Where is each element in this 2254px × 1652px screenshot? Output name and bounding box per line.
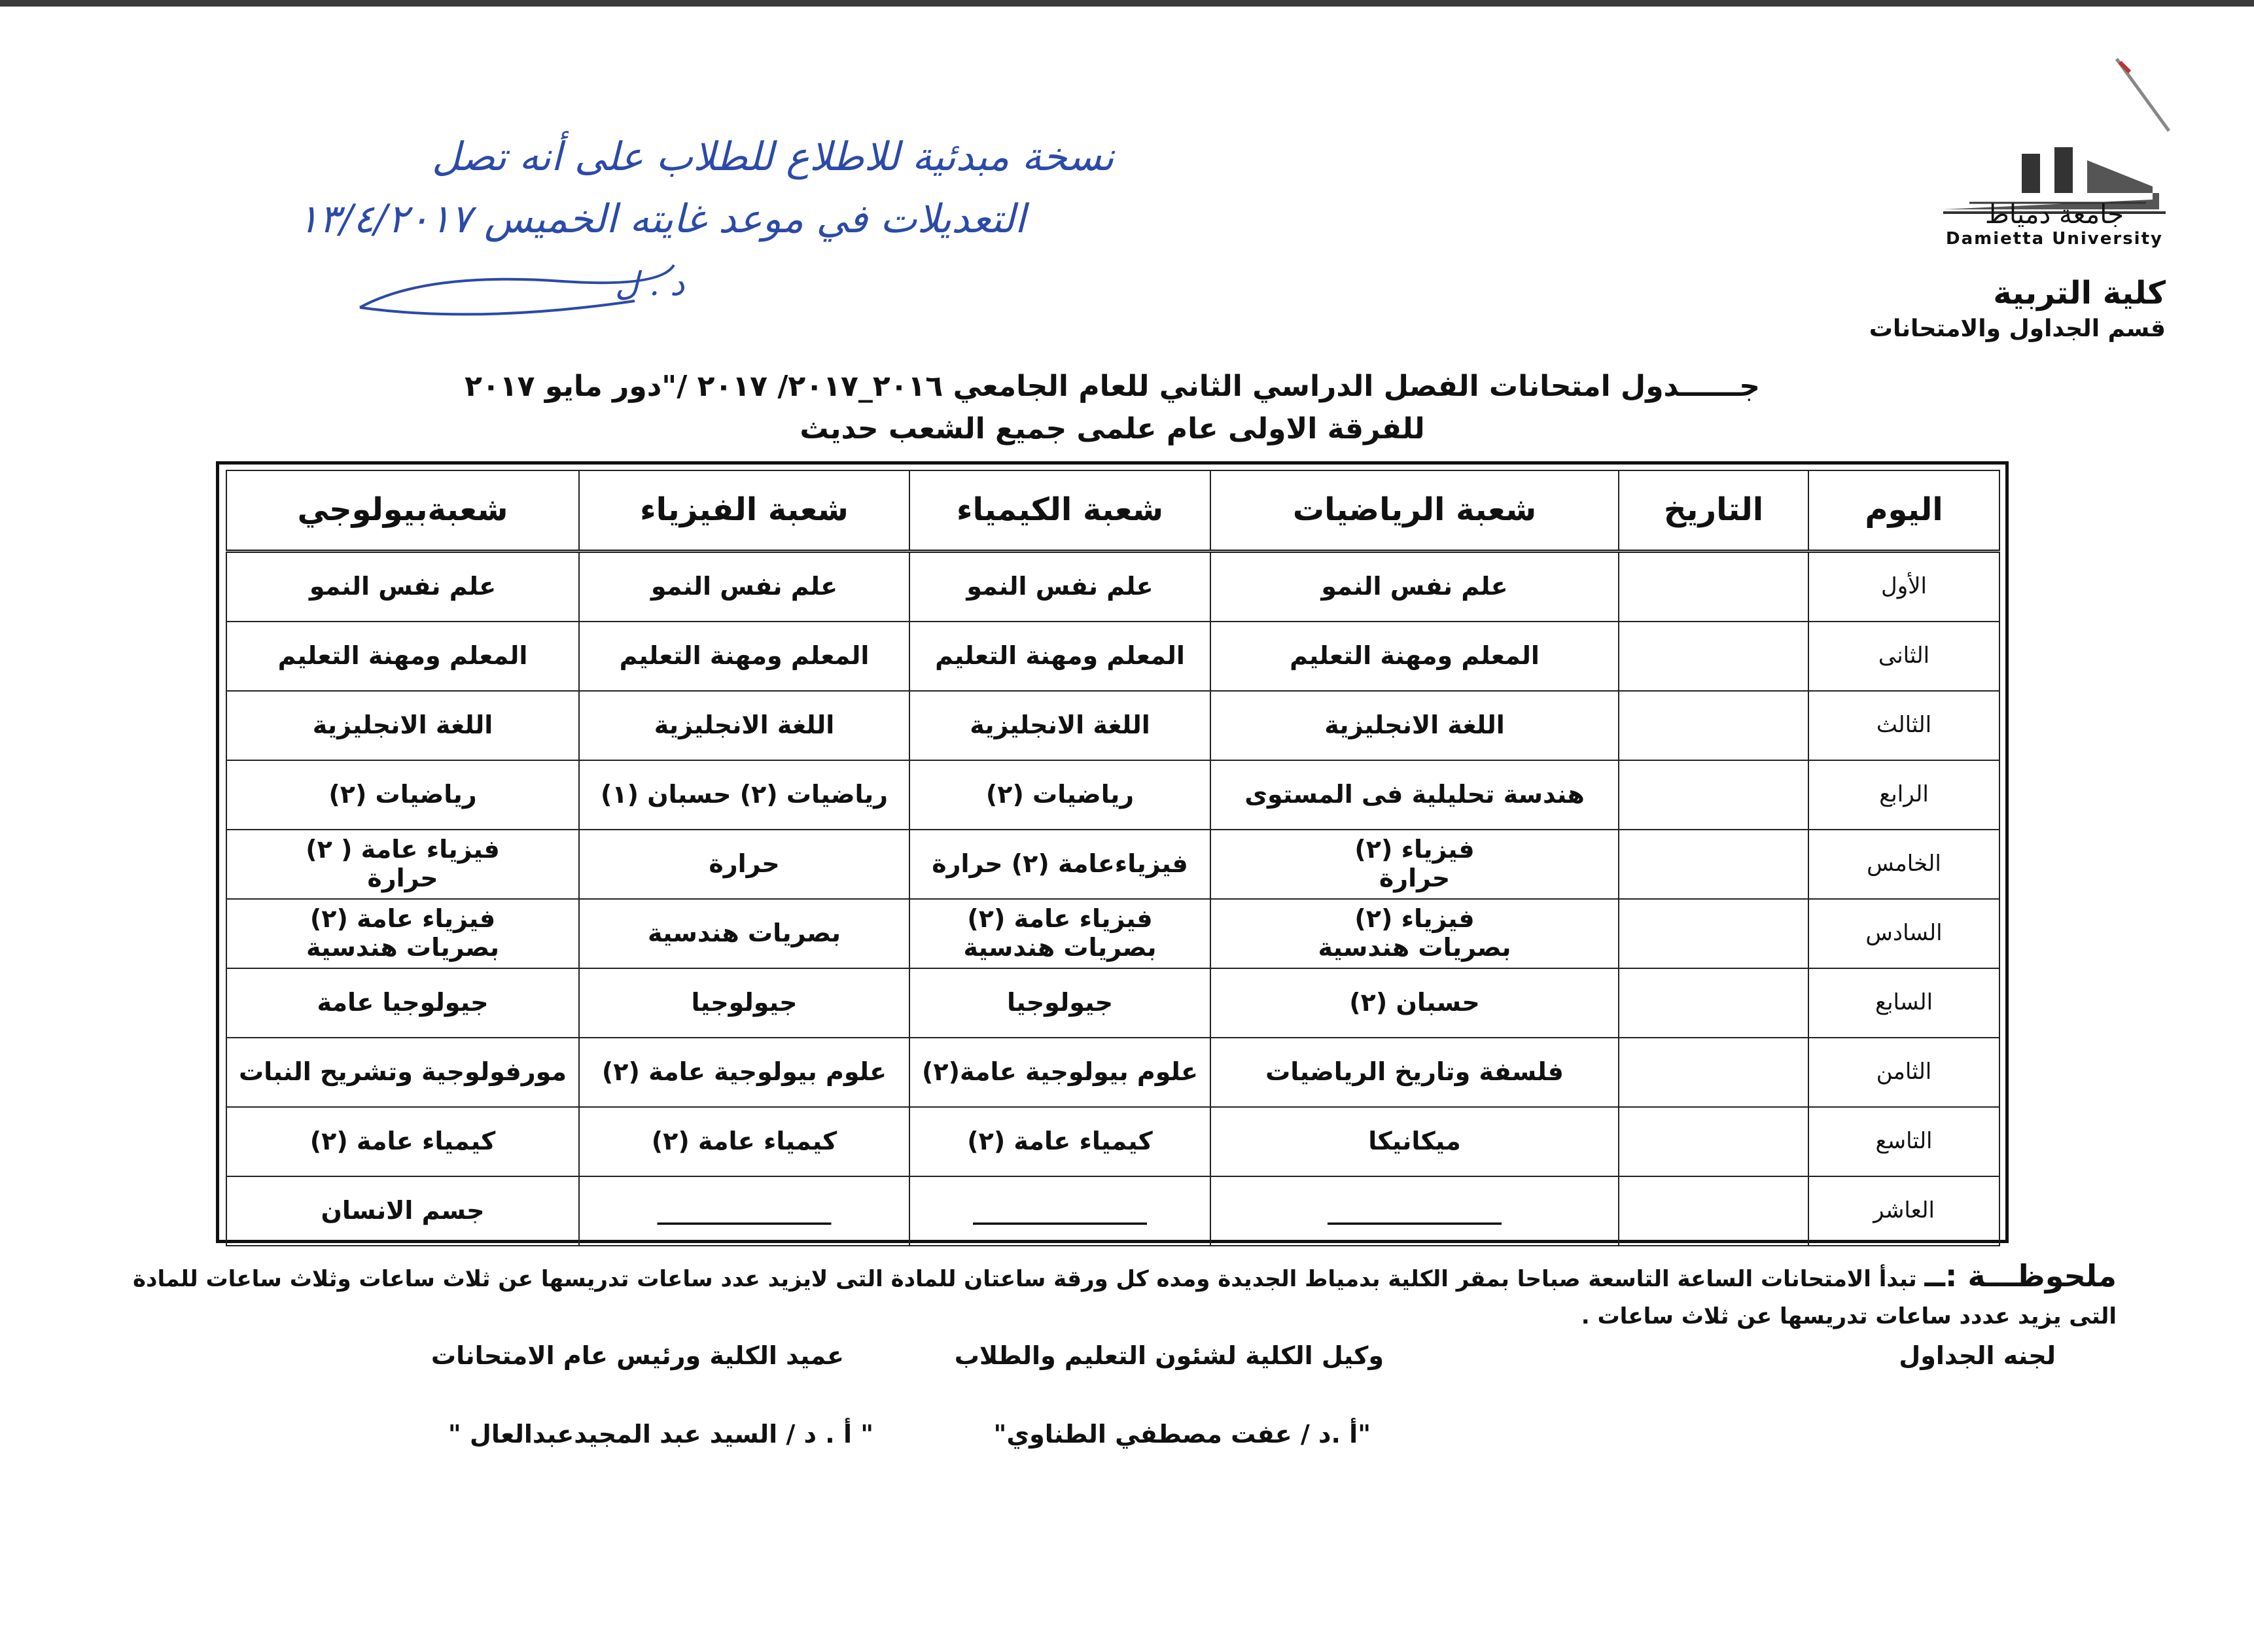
header-chemistry: شعبة الكيمياء xyxy=(909,470,1210,552)
cell-bio: المعلم ومهنة التعليم xyxy=(226,622,579,691)
table-header-row xyxy=(226,470,1999,552)
cell-day: الثانى xyxy=(1808,622,1999,691)
cell-date xyxy=(1619,1176,1808,1246)
cell-bio: كيمياء عامة (٢) xyxy=(226,1107,579,1176)
cell-date xyxy=(1619,552,1808,622)
header-biology: شعبةبيولوجي xyxy=(226,470,579,552)
table-row xyxy=(226,1038,1999,1107)
cell-phys: اللغة الانجليزية xyxy=(579,691,909,760)
cell-date xyxy=(1619,760,1808,830)
cell-date xyxy=(1619,1038,1808,1107)
table-row xyxy=(226,691,1999,760)
cell-chem: فيزياءعامة (٢) حرارة xyxy=(909,830,1210,899)
cell-day: الرابع xyxy=(1808,760,1999,830)
cell-day: السابع xyxy=(1808,968,1999,1038)
cell-day: العاشر xyxy=(1808,1176,1999,1246)
cell-phys: ______________ xyxy=(579,1176,909,1246)
cell-math: ميكانيكا xyxy=(1210,1107,1619,1176)
handwritten-note-line1: نسخة مبدئية للاطلاع للطلاب على أنه تصل xyxy=(432,134,1114,180)
scan-edge xyxy=(0,0,2254,7)
cell-phys: حرارة xyxy=(579,830,909,899)
table-row xyxy=(226,830,1999,899)
cell-chem: فيزياء عامة (٢) بصريات هندسية xyxy=(909,899,1210,968)
cell-math: فيزياء (٢) حرارة xyxy=(1210,830,1619,899)
cell-day: الخامس xyxy=(1808,830,1999,899)
cell-chem: علوم بيولوجية عامة(٢) xyxy=(909,1038,1210,1107)
table-row xyxy=(226,552,1999,622)
faculty-name: كلية التربية xyxy=(1993,275,2166,311)
cell-chem: كيمياء عامة (٢) xyxy=(909,1107,1210,1176)
logo-english-text: Damietta University xyxy=(1946,229,2163,249)
cell-math: اللغة الانجليزية xyxy=(1210,691,1619,760)
table-row xyxy=(226,760,1999,830)
exam-schedule-table xyxy=(226,470,2000,1246)
note-label: ملحوظـــة :ــ xyxy=(1924,1258,2117,1293)
handwritten-note-line2: التعديلات في موعد غايته الخميس ١٣/٤/٢٠١٧ xyxy=(298,196,1026,242)
note-text: تبدأ الامتحانات الساعة التاسعة صباحا بمقر الكلية بدمياط الجديدة ومده كل ورقة ساعتان للمادة التى لايزيد عدد ساعات تدريسها عن ثلاث ساعات وثلاث ساعات للمادة التى يزيد عددد ساعات تدريسها عن ثلاث ساعات . xyxy=(132,1266,2117,1330)
signature-dean-title: عميد الكلية ورئيس عام الامتحانات xyxy=(431,1341,844,1370)
signature-vice-dean-name: "أ .د / عفت مصطفي الطناوي" xyxy=(993,1420,1371,1449)
cell-math: المعلم ومهنة التعليم xyxy=(1210,622,1619,691)
cell-phys: كيمياء عامة (٢) xyxy=(579,1107,909,1176)
cell-math: فيزياء (٢) بصريات هندسية xyxy=(1210,899,1619,968)
table-row xyxy=(226,968,1999,1038)
cell-bio: اللغة الانجليزية xyxy=(226,691,579,760)
note-block xyxy=(114,1253,2117,1334)
cell-chem: رياضيات (٢) xyxy=(909,760,1210,830)
cell-bio: فيزياء عامة (٢) بصريات هندسية xyxy=(226,899,579,968)
cell-date xyxy=(1619,968,1808,1038)
header-physics: شعبة الفيزياء xyxy=(579,470,909,552)
cell-day: السادس xyxy=(1808,899,1999,968)
cell-phys: رياضيات (٢) حسبان (١) xyxy=(579,760,909,830)
schedule-subtitle: للفرقة الاولى عام علمى جميع الشعب حديث xyxy=(800,412,1425,446)
table-row xyxy=(226,1176,1999,1246)
header-date: التاريخ xyxy=(1619,470,1808,552)
cell-chem: اللغة الانجليزية xyxy=(909,691,1210,760)
cell-math: ______________ xyxy=(1210,1176,1619,1246)
signature-dean-name: " أ . د / السيد عبد المجيدعبدالعال " xyxy=(448,1420,873,1449)
cell-phys: المعلم ومهنة التعليم xyxy=(579,622,909,691)
cell-bio: جسم الانسان xyxy=(226,1176,579,1246)
cell-math: حسبان (٢) xyxy=(1210,968,1619,1038)
cell-bio: رياضيات (٢) xyxy=(226,760,579,830)
logo-arabic-text: جامعة دمياط xyxy=(1984,200,2124,230)
cell-date xyxy=(1619,622,1808,691)
signature-committee: لجنه الجداول xyxy=(1899,1341,2056,1370)
header-math: شعبة الرياضيات xyxy=(1210,470,1619,552)
cell-date xyxy=(1619,830,1808,899)
cell-chem: جيولوجيا xyxy=(909,968,1210,1038)
cell-date xyxy=(1619,1107,1808,1176)
cell-day: الأول xyxy=(1808,552,1999,622)
cell-bio: فيزياء عامة ( ٢) حرارة xyxy=(226,830,579,899)
cell-date xyxy=(1619,691,1808,760)
cell-day: التاسع xyxy=(1808,1107,1999,1176)
table-row xyxy=(226,1107,1999,1176)
cell-chem: ______________ xyxy=(909,1176,1210,1246)
cell-math: فلسفة وتاريخ الرياضيات xyxy=(1210,1038,1619,1107)
staple-pin-icon xyxy=(2107,52,2185,144)
cell-chem: المعلم ومهنة التعليم xyxy=(909,622,1210,691)
cell-bio: علم نفس النمو xyxy=(226,552,579,622)
cell-phys: بصريات هندسية xyxy=(579,899,909,968)
cell-chem: علم نفس النمو xyxy=(909,552,1210,622)
schedule-title: جــــــدول امتحانات الفصل الدراسي الثاني للعام الجامعي ٢٠١٦_٢٠١٧/ ٢٠١٧ /"دور مايو ٢٠١٧ xyxy=(465,370,1760,403)
signature-vice-dean-title: وكيل الكلية لشئون التعليم والطلاب xyxy=(954,1341,1384,1370)
cell-math: هندسة تحليلية فى المستوى xyxy=(1210,760,1619,830)
department-name: قسم الجداول والامتحانات xyxy=(1869,315,2166,342)
handwritten-signature: د . ل xyxy=(615,265,685,303)
header-day: اليوم xyxy=(1808,470,1999,552)
cell-bio: مورفولوجية وتشريح النبات xyxy=(226,1038,579,1107)
table-row xyxy=(226,899,1999,968)
cell-phys: علوم بيولوجية عامة (٢) xyxy=(579,1038,909,1107)
cell-day: الثالث xyxy=(1808,691,1999,760)
table-row xyxy=(226,622,1999,691)
cell-bio: جيولوجيا عامة xyxy=(226,968,579,1038)
cell-math: علم نفس النمو xyxy=(1210,552,1619,622)
handwritten-underline-stroke xyxy=(347,262,739,334)
cell-phys: جيولوجيا xyxy=(579,968,909,1038)
cell-day: الثامن xyxy=(1808,1038,1999,1107)
cell-phys: علم نفس النمو xyxy=(579,552,909,622)
cell-date xyxy=(1619,899,1808,968)
